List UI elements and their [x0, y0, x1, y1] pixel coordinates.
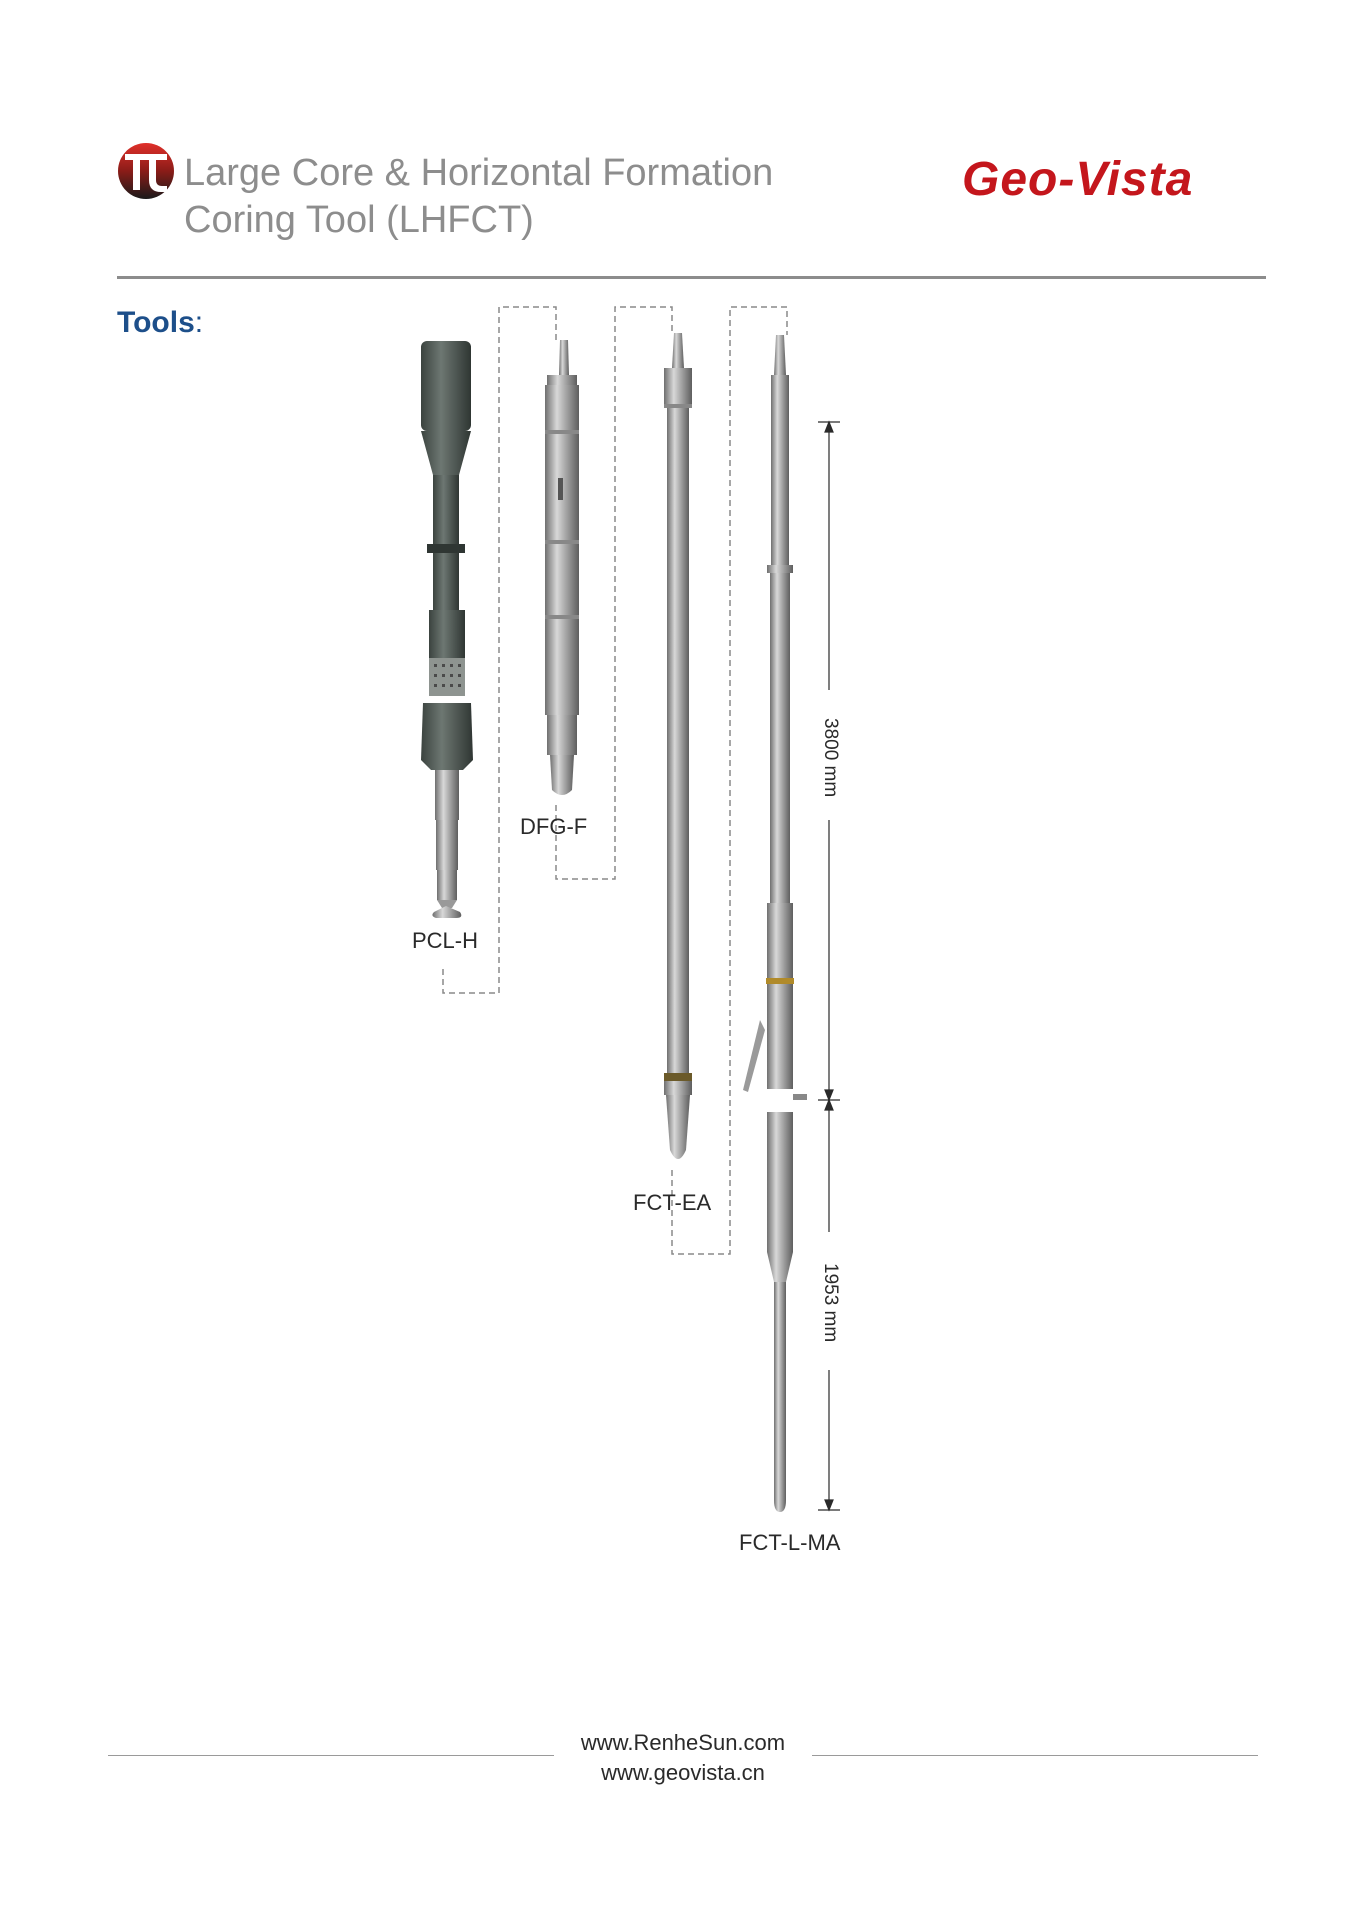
pcl-h-tool-icon — [421, 341, 473, 918]
tool-label-fct-l-ma: FCT-L-MA — [739, 1530, 841, 1555]
tool-label-fct-ea: FCT-EA — [633, 1190, 712, 1215]
document-title: Large Core & Horizontal Formation Coring Tool (LHFCT) — [184, 152, 774, 241]
dashed-callout-frames — [443, 307, 787, 1254]
footer-link-geovista[interactable]: www.geovista.cn — [601, 1760, 765, 1785]
footer-link-renhesun[interactable]: www.RenheSun.com — [580, 1730, 786, 1755]
dimension-label-3800: 3800 mm — [820, 718, 841, 798]
footer-divider-left — [108, 1755, 554, 1756]
footer-divider-right — [812, 1755, 1258, 1756]
dfg-f-tool-icon — [545, 340, 579, 795]
geo-vista-brand-logo: Geo-Vista — [962, 153, 1194, 206]
tool-label-pcl-h: PCL-H — [412, 928, 479, 953]
dimension-label-1953: 1953 mm — [820, 1263, 841, 1343]
tool-label-dfg-f: DFG-F — [520, 814, 588, 839]
fct-ea-tool-icon — [664, 333, 692, 1159]
fct-l-ma-tool-icon — [743, 335, 807, 1512]
section-heading-colon: : — [194, 306, 204, 339]
section-heading-text: Tools — [117, 306, 195, 339]
dimension-lines — [818, 422, 840, 1510]
